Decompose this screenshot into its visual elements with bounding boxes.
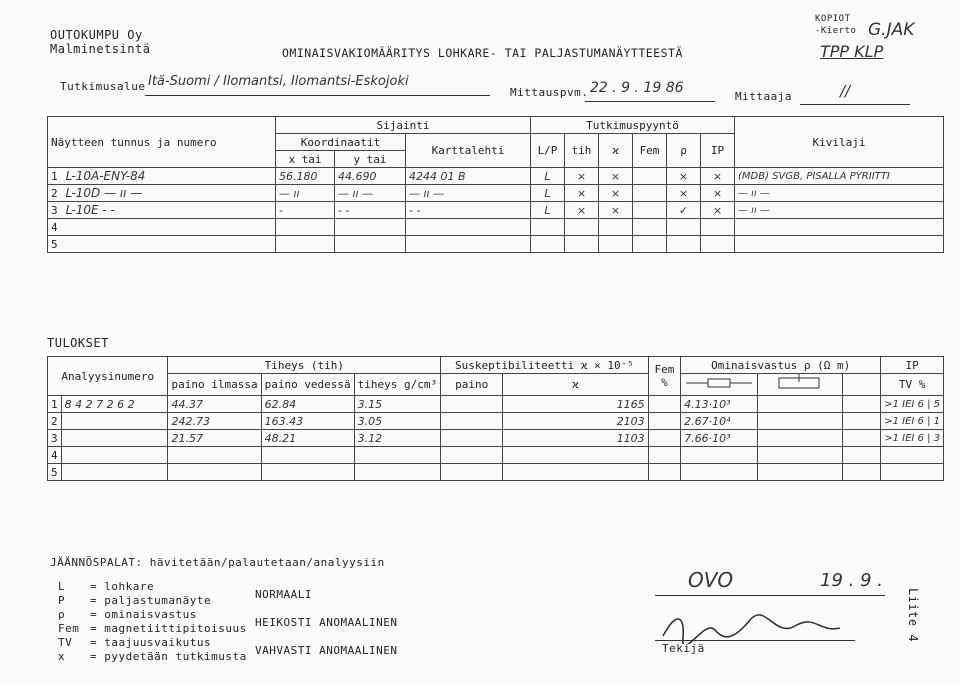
legend-key: x [58, 650, 66, 663]
cell-analysis [61, 413, 168, 430]
cell-empty [843, 447, 881, 464]
col-weight-water: paino vedessä [261, 374, 354, 396]
cell-kappa: 1103 [503, 430, 648, 447]
cell-empty [648, 430, 680, 447]
cell-id [48, 219, 276, 236]
results-table [47, 356, 944, 481]
legend-item [58, 608, 247, 622]
cell-map: - - [406, 202, 531, 219]
form-title: OMINAISVAKIOMÄÄRITYS LOHKARE- TAI PALJASTUMANÄYTTEESTÄ [282, 46, 683, 60]
col-x: x tai [276, 151, 335, 168]
cell-rock: — ıı — [735, 202, 944, 219]
cell-empty [441, 430, 503, 447]
cell-n: 3 [48, 430, 62, 447]
cell-y: — ıı — [335, 185, 406, 202]
cell-w_water [261, 447, 354, 464]
date-value: 22 . 9 . 19 86 [590, 80, 684, 96]
cell-analysis [61, 430, 168, 447]
legend-value: = ominaisvastus [90, 608, 197, 621]
cell-rho: ✓ [667, 202, 701, 219]
legend-value: = lohkare [90, 580, 155, 593]
cell-n: 2 [48, 413, 62, 430]
cell-w_air: 44.37 [168, 396, 261, 413]
cell-lp: L [531, 185, 565, 202]
cell-density: 3.12 [354, 430, 440, 447]
row-number: 3 [51, 204, 58, 217]
row-number: 2 [51, 187, 58, 200]
row-number: 1 [51, 170, 58, 183]
table-row [48, 236, 944, 253]
signer-label: Tekijä [662, 642, 705, 655]
cell-map: — ıı — [406, 185, 531, 202]
cell-empty [843, 396, 881, 413]
col-coordinates: Koordinaatit [276, 134, 406, 151]
table-row [48, 202, 944, 219]
results-title: TULOKSET [47, 336, 109, 350]
cell-fem [633, 219, 667, 236]
cell-rock: — ıı — [735, 185, 944, 202]
col-rock-type: Kivilaji [735, 117, 944, 168]
stamp-circulation-value: G.JAK [868, 20, 915, 40]
col-ip-result: IP [881, 357, 944, 374]
cell-id [48, 202, 276, 219]
sample-id: L-10A-ENY-84 [65, 169, 146, 183]
cell-empty [441, 464, 503, 481]
col-ip: IP [701, 134, 735, 168]
cell-res: 7.66·10³ [681, 430, 758, 447]
cell-ip: >1 ⅠEⅠ 6 | 1 [881, 413, 944, 430]
col-location: Sijainti [276, 117, 531, 134]
cell-ip: × [701, 202, 735, 219]
cell-kappa [599, 219, 633, 236]
cell-empty [843, 413, 881, 430]
stamp-circulation: -Kierto [815, 26, 857, 36]
signature [655, 608, 845, 644]
leftover-pieces: JÄÄNNÖSPALAT: hävitetään/palautetaan/analyysiin [50, 556, 385, 569]
col-fem: Fem [633, 134, 667, 168]
cell-empty [441, 447, 503, 464]
cell-ip: × [701, 168, 735, 185]
legend-item [58, 650, 247, 664]
appendix-label: Liite 4 [906, 588, 920, 643]
cell-kappa: 2103 [503, 413, 648, 430]
sample-table [47, 116, 944, 253]
cell-rock: (MDB) SVGB, PISALLA PYRIITTI [735, 168, 944, 185]
sign-city: OVO [688, 568, 734, 592]
legend-value: = taajuusvaikutus [90, 636, 212, 649]
cell-fem [633, 185, 667, 202]
col-analysis: Analyysinumero [48, 357, 168, 396]
company-name: OUTOKUMPU Oy [50, 28, 143, 42]
table-row [48, 168, 944, 185]
cell-empty [441, 396, 503, 413]
cell-kappa: 1165 [503, 396, 648, 413]
col-fem-result [648, 357, 680, 396]
stamp-signatures: TPP KLP [820, 42, 884, 61]
cell-id [48, 168, 276, 185]
legend-key: L [58, 580, 66, 593]
cell-tih [565, 219, 599, 236]
cell-analysis [61, 447, 168, 464]
cell-lp [531, 236, 565, 253]
cell-rho: × [667, 168, 701, 185]
fem-label: Fem [654, 363, 675, 376]
cell-x: 56.180 [276, 168, 335, 185]
cell-map [406, 219, 531, 236]
cell-w_water: 48.21 [261, 430, 354, 447]
col-density-unit: tiheys g/cm³ [354, 374, 440, 396]
cell-empty [758, 396, 843, 413]
col-lp: L/P [531, 134, 565, 168]
cell-kappa [503, 447, 648, 464]
col-susceptibility: Suskeptibiliteetti ϰ × 10⁻⁵ [441, 357, 649, 374]
resistor-symbol-2 [758, 374, 843, 396]
cell-ip: >1 ⅠEⅠ 6 | 5 [881, 396, 944, 413]
normal-label: NORMAALI [255, 588, 312, 601]
cell-res: 2.67·10⁴ [681, 413, 758, 430]
col-rho: ρ [667, 134, 701, 168]
legend-value: = paljastumanäyte [90, 594, 212, 607]
cell-n: 5 [48, 464, 62, 481]
col-y: y tai [335, 151, 406, 168]
cell-density [354, 447, 440, 464]
col-blank [843, 374, 881, 396]
cell-ip [881, 447, 944, 464]
cell-rock [735, 236, 944, 253]
col-density: Tiheys (tih) [168, 357, 441, 374]
col-weight-air: paino ilmassa [168, 374, 261, 396]
cell-id [48, 236, 276, 253]
cell-ip: >1 ⅠEⅠ 6 | 3 [881, 430, 944, 447]
fem-unit: % [661, 376, 668, 389]
resistor-symbol-1 [681, 374, 758, 396]
col-weight: paino [441, 374, 503, 396]
cell-empty [648, 447, 680, 464]
cell-kappa [503, 464, 648, 481]
measurer-label: Mittaaja [735, 90, 792, 103]
area-value: Itä-Suomi / Ilomantsi, Ilomantsi-Eskojoki [148, 74, 409, 89]
cell-empty [843, 464, 881, 481]
sign-date: 19 . 9 . [820, 570, 883, 591]
cell-w_water [261, 464, 354, 481]
cell-res: 4.13·10³ [681, 396, 758, 413]
date-label: Mittauspvm. [510, 86, 589, 99]
cell-kappa: × [599, 185, 633, 202]
stamp-copy: KOPIOT [815, 14, 851, 24]
cell-n: 4 [48, 447, 62, 464]
legend-key: ρ [58, 608, 66, 621]
cell-rho: × [667, 185, 701, 202]
row-number: 5 [51, 238, 58, 251]
cell-kappa [599, 236, 633, 253]
cell-empty [758, 464, 843, 481]
col-request: Tutkimuspyyntö [531, 117, 735, 134]
cell-tih: × [565, 185, 599, 202]
cell-w_air: 21.57 [168, 430, 261, 447]
cell-ip: × [701, 185, 735, 202]
row-number: 4 [51, 221, 58, 234]
division-name: Malminetsintä [50, 42, 151, 56]
cell-w_air [168, 447, 261, 464]
legend-item [58, 636, 247, 650]
cell-map [406, 236, 531, 253]
legend [58, 580, 247, 664]
cell-tih: × [565, 202, 599, 219]
cell-rho [667, 236, 701, 253]
cell-x: - [276, 202, 335, 219]
cell-empty [758, 413, 843, 430]
cell-y: - - [335, 202, 406, 219]
cell-analysis: 8 4 2 7 2 6 2 [61, 396, 168, 413]
area-label: Tutkimusalue [60, 80, 146, 93]
cell-res [681, 464, 758, 481]
legend-key: P [58, 594, 66, 607]
col-tih: tih [565, 134, 599, 168]
cell-analysis [61, 464, 168, 481]
cell-fem [633, 168, 667, 185]
col-kappa: ϰ [599, 134, 633, 168]
cell-kappa: × [599, 168, 633, 185]
table-row [48, 413, 944, 430]
cell-id [48, 185, 276, 202]
cell-ip [881, 464, 944, 481]
weak-anomaly-label: HEIKOSTI ANOMAALINEN [255, 616, 398, 629]
cell-rock [735, 219, 944, 236]
legend-key: Fem [58, 622, 80, 635]
col-tv-unit: TV % [881, 374, 944, 396]
cell-empty [648, 464, 680, 481]
cell-fem [633, 236, 667, 253]
cell-density: 3.15 [354, 396, 440, 413]
table-row [48, 396, 944, 413]
cell-kappa: × [599, 202, 633, 219]
legend-key: TV [58, 636, 73, 649]
cell-fem [633, 202, 667, 219]
cell-w_air [168, 464, 261, 481]
cell-density: 3.05 [354, 413, 440, 430]
cell-w_water: 62.84 [261, 396, 354, 413]
table-row [48, 185, 944, 202]
sample-id: L-10E - - [65, 203, 115, 217]
legend-item [58, 622, 247, 636]
legend-value: = pyydetään tutkimusta [90, 650, 247, 663]
sample-id: L-10D — ıı — [65, 186, 143, 200]
cell-empty [843, 430, 881, 447]
strong-anomaly-label: VAHVASTI ANOMAALINEN [255, 644, 398, 657]
cell-res [681, 447, 758, 464]
cell-density [354, 464, 440, 481]
cell-n: 1 [48, 396, 62, 413]
legend-item [58, 580, 247, 594]
cell-empty [648, 413, 680, 430]
table-row [48, 464, 944, 481]
cell-empty [758, 430, 843, 447]
cell-y [335, 236, 406, 253]
legend-value: = magnetiittipitoisuus [90, 622, 247, 635]
cell-empty [648, 396, 680, 413]
measurer-value: // [840, 82, 851, 100]
cell-empty [758, 447, 843, 464]
cell-lp [531, 219, 565, 236]
cell-x [276, 236, 335, 253]
cell-ip [701, 219, 735, 236]
cell-empty [441, 413, 503, 430]
cell-w_water: 163.43 [261, 413, 354, 430]
cell-ip [701, 236, 735, 253]
col-map-sheet: Karttalehti [406, 134, 531, 168]
legend-item [58, 594, 247, 608]
cell-rho [667, 219, 701, 236]
cell-y [335, 219, 406, 236]
cell-tih: × [565, 168, 599, 185]
cell-lp: L [531, 202, 565, 219]
table-row [48, 430, 944, 447]
cell-y: 44.690 [335, 168, 406, 185]
cell-lp: L [531, 168, 565, 185]
cell-w_air: 242.73 [168, 413, 261, 430]
cell-x [276, 219, 335, 236]
col-sample-id: Näytteen tunnus ja numero [48, 117, 276, 168]
cell-map: 4244 01 B [406, 168, 531, 185]
cell-tih [565, 236, 599, 253]
cell-x: — ıı [276, 185, 335, 202]
col-kappa-result: ϰ [503, 374, 648, 396]
col-resistivity: Ominaisvastus ρ (Ω m) [681, 357, 881, 374]
table-row [48, 447, 944, 464]
table-row [48, 219, 944, 236]
